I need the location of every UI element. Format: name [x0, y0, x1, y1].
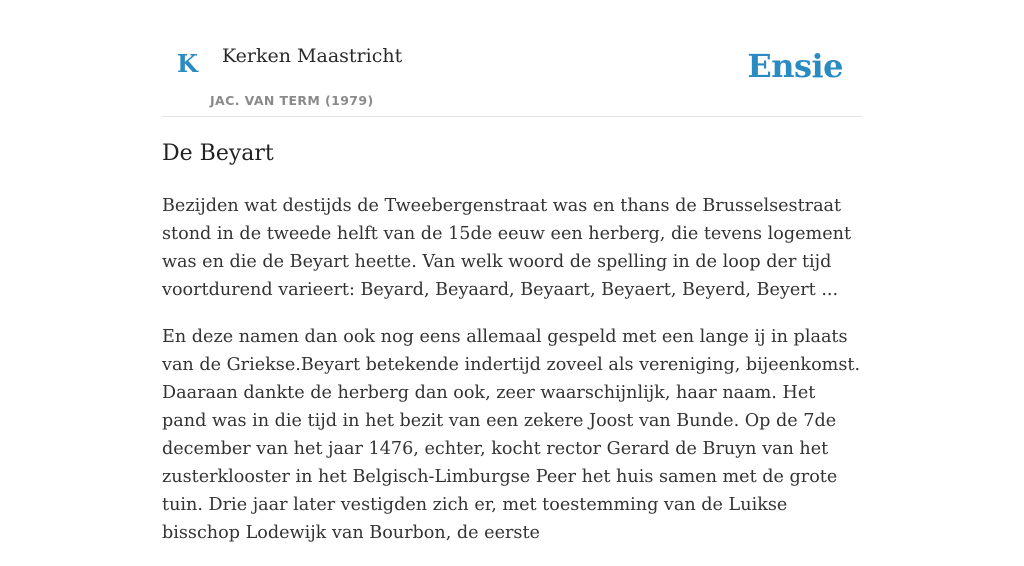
entry-title: De Beyart	[162, 141, 274, 166]
entry-body	[162, 192, 862, 566]
book-logo-letter[interactable]: K	[177, 49, 198, 78]
entry-paragraph: En deze namen dan ook nog eens allemaal gespeld met een lange ij in plaats van de Griekse.Beyart betekende indertijd zoveel als vereniging, bijeenkomst. Daaraan dankte de herberg dan ook, zeer waarschijnlijk, haar naam. Het pand was in die tijd in het bezit van een zekere Joost van Bunde. Op de 7de december van het jaar 1476, echter, kocht rector Gerard de Bruyn van het zusterklooster in het Belgisch-Limburgse Peer het huis samen met de grote tuin. Drie jaar later vestigden zich er, met toestemming van de Luikse bisschop Lodewijk van Bourbon, de eerste	[162, 327, 861, 543]
book-author: JAC. VAN TERM (1979)	[210, 93, 374, 108]
header	[162, 0, 862, 117]
book-title[interactable]: Kerken Maastricht	[222, 45, 403, 67]
entry-paragraph: Bezijden wat destijds de Tweebergenstraat was en thans de Brusselsestraat stond in de tweede helft van de 15de eeuw een herberg, die tevens logement was en die de Beyart heette. Van welk woord de spelling in de loop der tijd voortdurend varieert: Beyard, Beyaard, Beyaart, Beyaert, Beyerd, Beyert ...	[162, 196, 852, 300]
ensie-logo[interactable]: Ensie	[747, 47, 843, 85]
